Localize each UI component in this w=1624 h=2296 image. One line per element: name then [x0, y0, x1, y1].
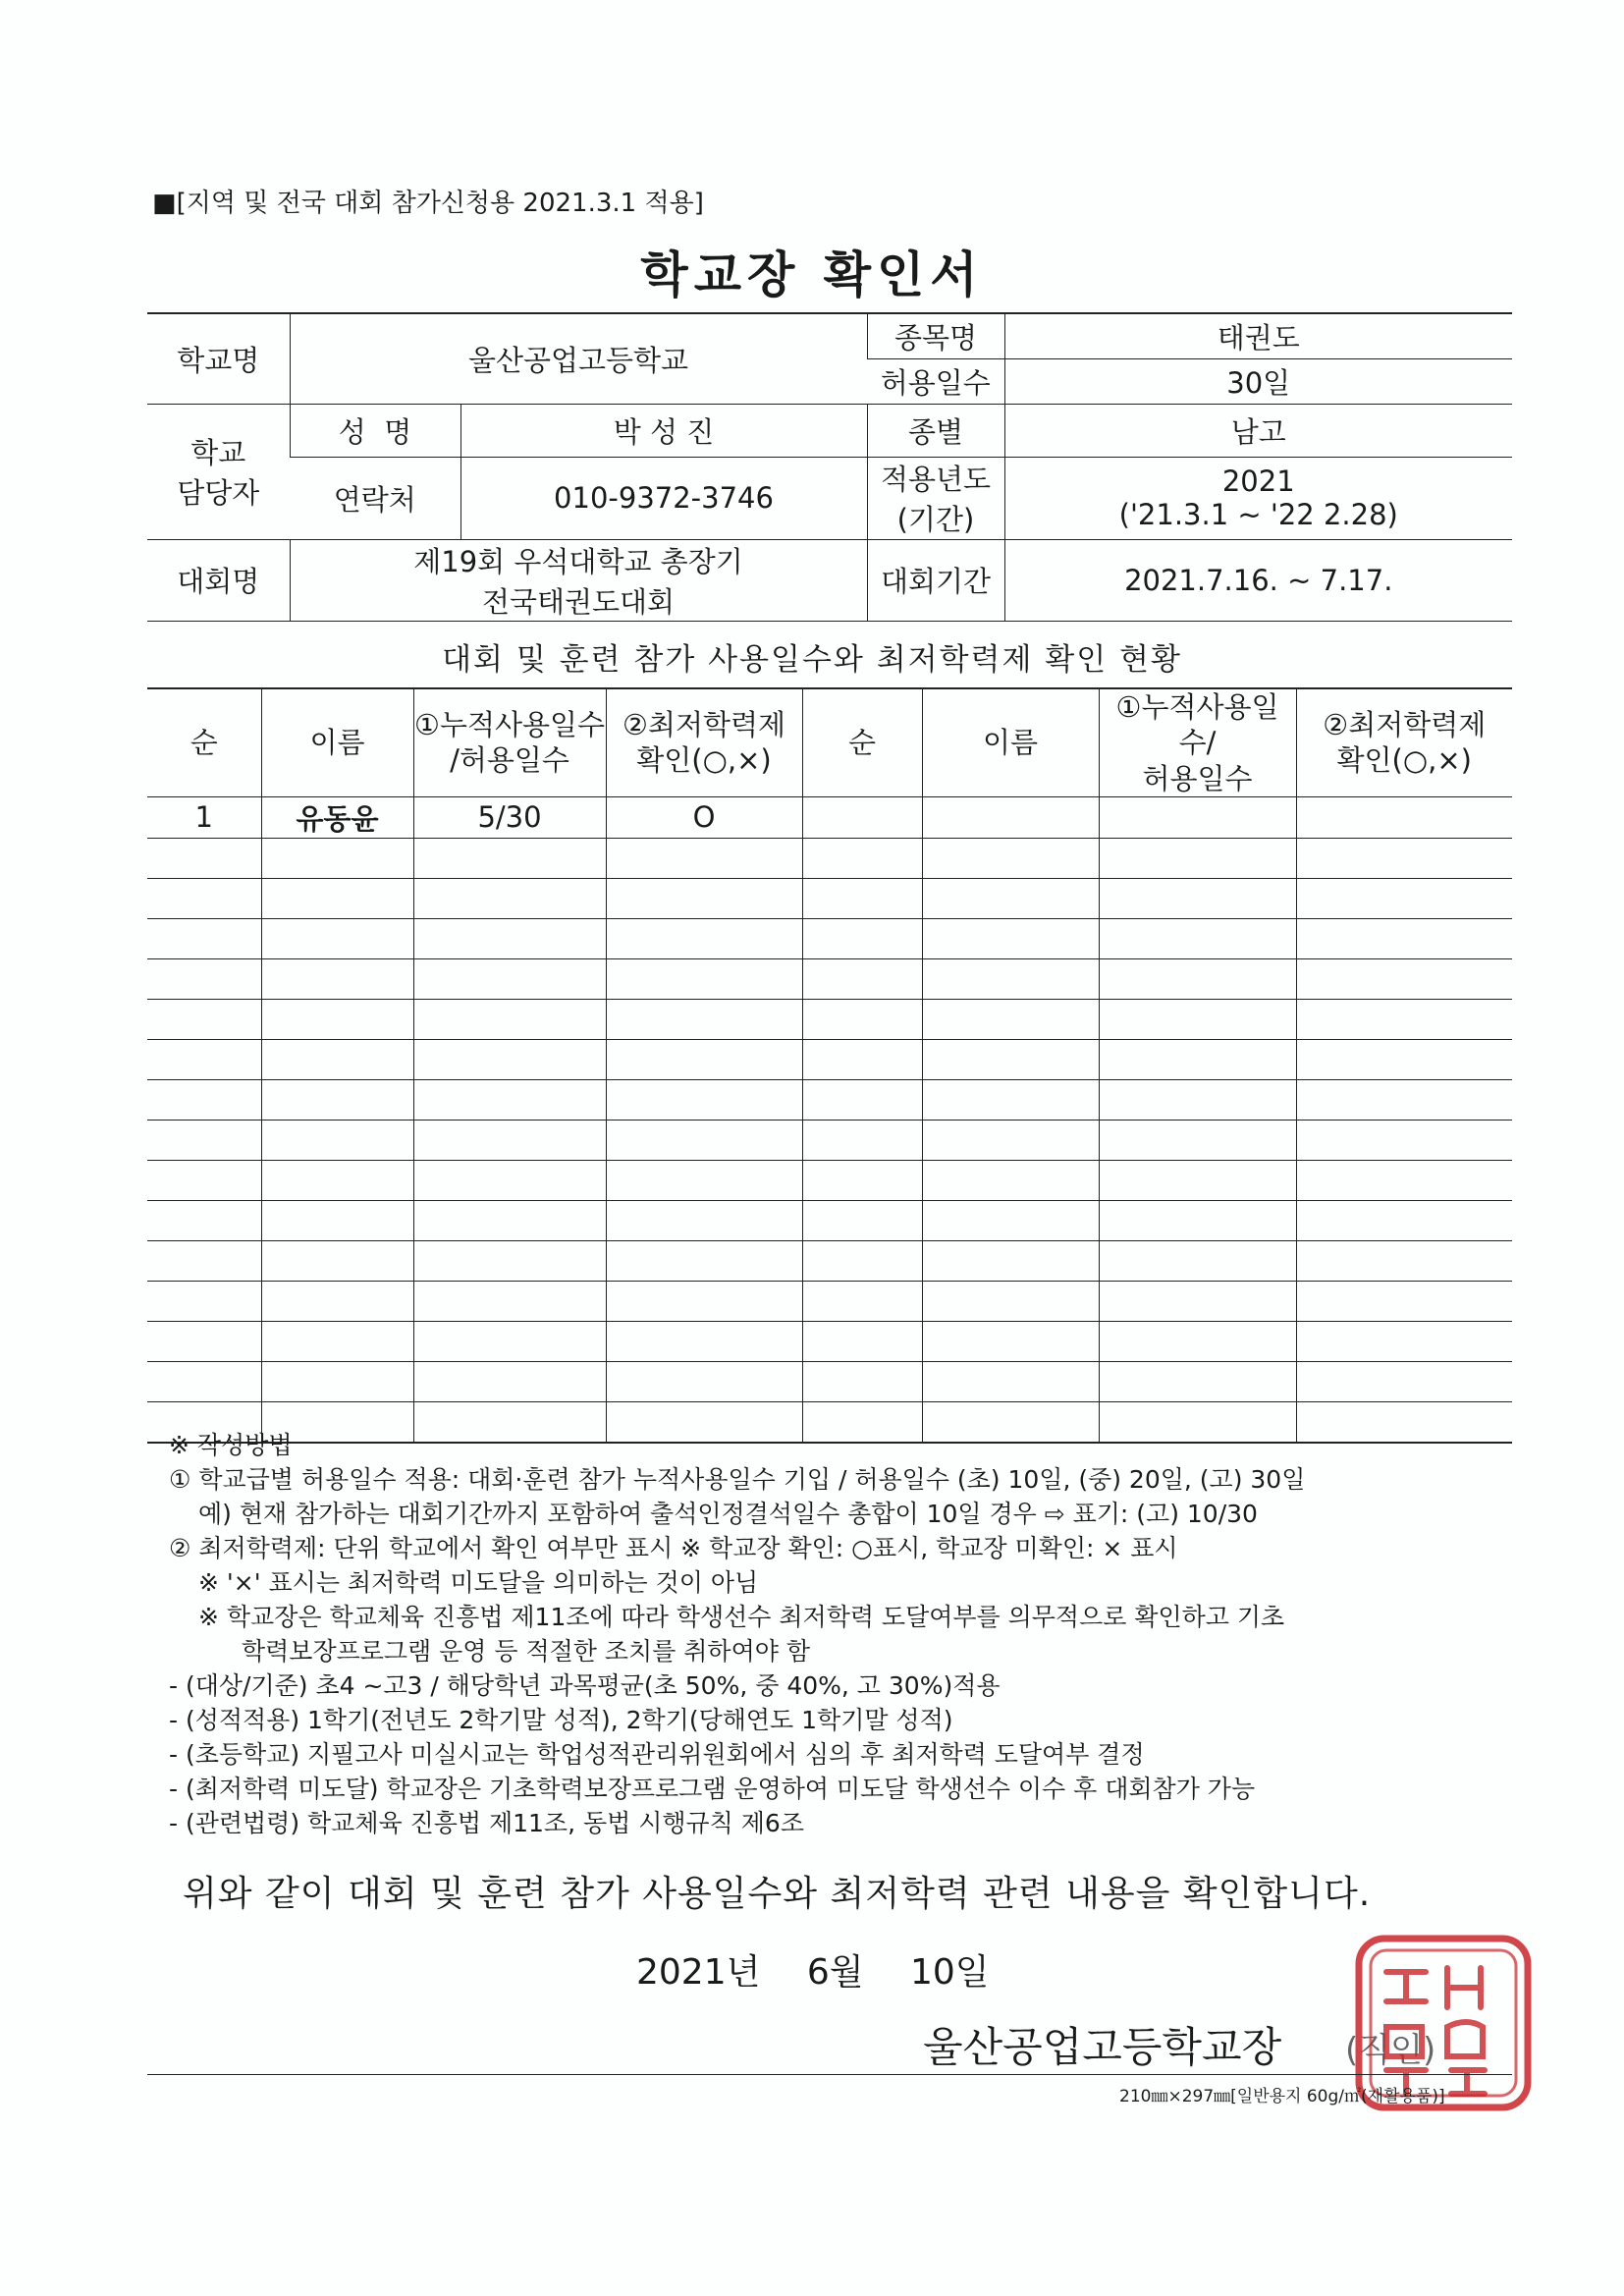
- name-label: 성 명: [290, 404, 460, 457]
- col-check-right-line1: ②최저학력제: [1323, 708, 1487, 742]
- principal-signature: 울산공업고등학교장: [923, 2023, 1282, 2071]
- seal-label: (직인): [1345, 2031, 1436, 2070]
- competition-value: [290, 539, 867, 621]
- table-row: [147, 796, 1512, 838]
- table-row: [147, 1281, 1512, 1321]
- competition-value-line2: 전국태권도대회: [481, 584, 676, 619]
- detail-3: - (초등학교) 지필고사 미실시교는 학업성적관리위원회에서 심의 후 최저학력 도달여부 결정: [169, 1740, 1145, 1769]
- col-days-left: [413, 688, 606, 796]
- competition-value-line1: 제19회 우석대학교 총장기: [413, 544, 743, 578]
- detail-2: - (성적적용) 1학기(전년도 2학기말 성적), 2학기(당해연도 1학기말 성적): [169, 1706, 953, 1734]
- section-title: 대회 및 훈련 참가 사용일수와 최저학력제 확인 현황: [442, 642, 1182, 678]
- col-days-left-line1: ①누적사용일수: [413, 708, 606, 742]
- note-1b: 예) 현재 참가하는 대회기간까지 포함하여 출석인정결석일수 총합이 10일 경우 ⇨ 표기: (고) 10/30: [198, 1500, 1258, 1528]
- col-check-left: [606, 688, 802, 796]
- col-days-right-line2: 허용일수: [1142, 761, 1253, 795]
- event-value: 태권도: [1004, 313, 1512, 358]
- contact-label: 연락처: [290, 457, 460, 539]
- row-cell: [1099, 796, 1296, 838]
- detail-4: - (최저학력 미도달) 학교장은 기초학력보장프로그램 운영하여 미도달 학생선수 이수 후 대회참가 가능: [169, 1775, 1256, 1803]
- table-row: [147, 1039, 1512, 1079]
- note-1a: ① 학교급별 허용일수 적용: 대회·훈련 참가 누적사용일수 기입 / 허용일수 (초) 10일, (중) 20일, (고) 30일: [169, 1465, 1306, 1494]
- manager-label-line2: 담당자: [177, 476, 260, 510]
- manager-label-line1: 학교: [190, 436, 246, 469]
- col-check-left-line2: 확인(○,×): [636, 743, 772, 778]
- table-row: [147, 918, 1512, 958]
- row-days: 5/30: [413, 796, 606, 838]
- date-line: 2021년 6월 10일: [636, 1952, 990, 1993]
- school-label: 학교명: [147, 313, 290, 404]
- event-label: 종목명: [867, 313, 1004, 358]
- col-days-right-line1: ①누적사용일수/: [1115, 690, 1279, 760]
- table-row: [147, 878, 1512, 918]
- footer-rule: [147, 2074, 1512, 2075]
- table-row: [147, 1120, 1512, 1160]
- table-row: [147, 1240, 1512, 1281]
- note-4b: 학력보장프로그램 운영 등 적절한 조치를 취하여야 함: [242, 1637, 810, 1666]
- detail-5: - (관련법령) 학교체육 진흥법 제11조, 동법 시행규칙 제6조: [169, 1809, 804, 1837]
- note-2: ② 최저학력제: 단위 학교에서 확인 여부만 표시 ※ 학교장 확인: ○표시, 학교장 미확인: × 표시: [169, 1534, 1178, 1562]
- table-row: [147, 1079, 1512, 1120]
- manager-label: [147, 404, 290, 539]
- contact-value: 010-9372-3746: [460, 457, 867, 539]
- year-value-line2: ('21.3.1 ~ '22 2.28): [1118, 498, 1398, 531]
- period-label: 대회기간: [867, 539, 1004, 621]
- year-label-line2: (기간): [896, 503, 975, 536]
- table-row: [147, 1200, 1512, 1240]
- competition-label: 대회명: [147, 539, 290, 621]
- note-4a: ※ 학교장은 학교체육 진흥법 제11조에 따라 학생선수 최저학력 도달여부를 의무적으로 확인하고 기초: [198, 1603, 1285, 1631]
- row-no: 1: [147, 796, 261, 838]
- col-name-right: 이름: [922, 688, 1099, 796]
- col-check-right-line2: 확인(○,×): [1336, 743, 1472, 778]
- category-label: 종별: [867, 404, 1004, 457]
- table-row: [147, 1361, 1512, 1401]
- allowed-days-value: 30일: [1004, 358, 1512, 404]
- instructions-heading: ※ 작성방법: [169, 1431, 293, 1459]
- col-days-left-line2: /허용일수: [450, 743, 569, 778]
- table-row: [147, 999, 1512, 1039]
- col-days-right: [1099, 688, 1296, 796]
- note-3: ※ '×' 표시는 최저학력 미도달을 의미하는 것이 아님: [198, 1568, 759, 1597]
- row-name: 유동윤: [261, 796, 413, 838]
- table-row: [147, 838, 1512, 878]
- year-label-line1: 적용년도: [880, 463, 992, 496]
- col-name-left: 이름: [261, 688, 413, 796]
- col-no-left: 순: [147, 688, 261, 796]
- detail-1: - (대상/기준) 초4 ~고3 / 해당학년 과목평균(초 50%, 중 40%, 고 30%)적용: [169, 1671, 1001, 1700]
- school-value: 울산공업고등학교: [290, 313, 867, 404]
- name-value: 박 성 진: [460, 404, 867, 457]
- period-value: 2021.7.16. ~ 7.17.: [1004, 539, 1512, 621]
- table-row: [147, 1160, 1512, 1200]
- info-table: [147, 312, 1512, 622]
- confirm-statement: 위와 같이 대회 및 훈련 참가 사용일수와 최저학력 관련 내용을 확인합니다.: [183, 1874, 1372, 1914]
- row-cell: [1296, 796, 1512, 838]
- category-value: 남고: [1004, 404, 1512, 457]
- col-check-left-line1: ②최저학력제: [622, 708, 786, 742]
- table-row: [147, 1321, 1512, 1361]
- instructions: [169, 1428, 1524, 1840]
- row-cell: [922, 796, 1099, 838]
- table-row: [147, 958, 1512, 999]
- usage-table: [147, 687, 1512, 1444]
- col-check-right: [1296, 688, 1512, 796]
- paper-spec: 210㎜×297㎜[일반용지 60g/㎡(재활용품)]: [1119, 2087, 1445, 2106]
- allowed-days-label: 허용일수: [867, 358, 1004, 404]
- col-no-right: 순: [802, 688, 922, 796]
- row-cell: [802, 796, 922, 838]
- header-note: ■[지역 및 전국 대회 참가신청용 2021.3.1 적용]: [152, 189, 704, 218]
- year-value-line1: 2021: [1221, 465, 1295, 498]
- year-label: [867, 457, 1004, 539]
- page-title: 학교장 확인서: [640, 246, 984, 303]
- year-value: [1004, 457, 1512, 539]
- row-check: O: [606, 796, 802, 838]
